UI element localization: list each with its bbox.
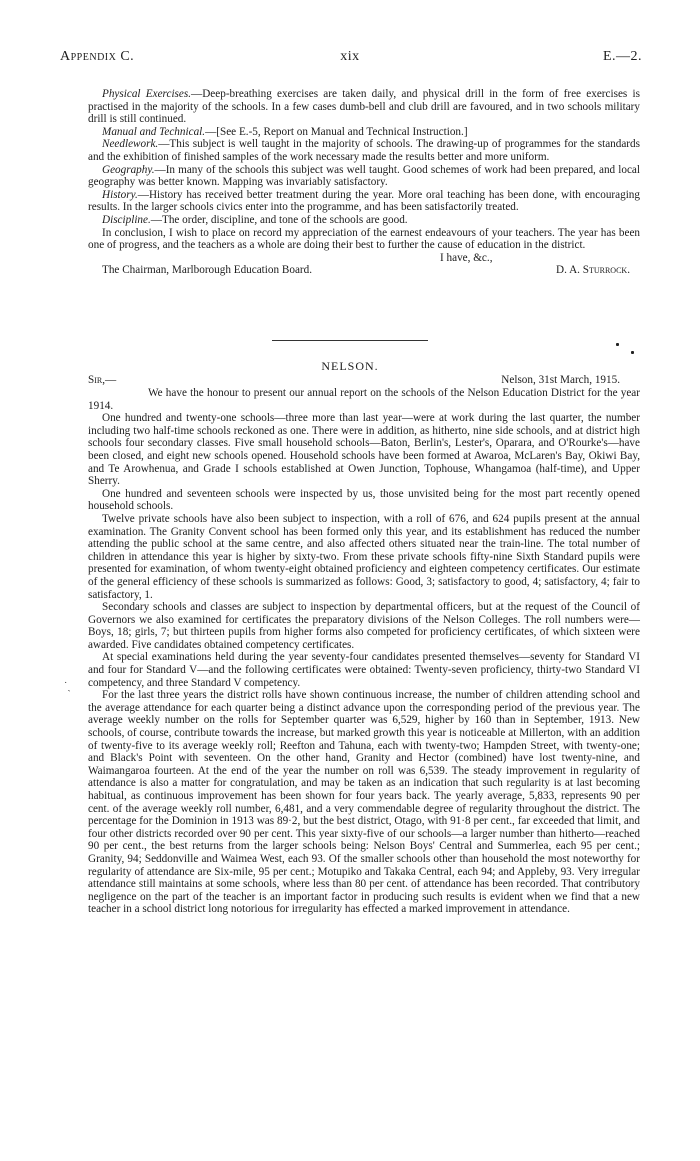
place-and-date: Nelson, 31st March, 1915. — [501, 374, 620, 386]
addressee: The Chairman, Marlborough Education Board. — [102, 264, 313, 277]
report-intro-paragraph: We have the honour to present our annual report on the schools of the Nelson Education District for the year 1914. — [88, 387, 640, 412]
geography-paragraph — [88, 164, 640, 189]
history-paragraph — [88, 189, 640, 214]
conclusion-paragraph — [88, 227, 640, 252]
needlework-text: —This subject is well taught in the majority of schools. The drawing-up of programmes for the standards and the exhibition of finished samples of the work necessary made the results better and more uniform. — [88, 138, 640, 163]
special-examinations-paragraph: At special examinations held during the year seventy-four candidates presented themselves—seventy for Standard VI and four for Standard V—and the following certificates were obtained: Twenty-seven proficiency, thirty-two Standard VI competency, and three Standard V competency. — [88, 651, 640, 689]
discipline-heading: Discipline. — [102, 213, 151, 226]
ink-mark — [631, 351, 634, 354]
closing-line — [88, 252, 640, 265]
history-text: —History has received better treatment during the year. More oral teaching has been done, with encouraging results. In the larger schools civics enter into the programme, and has been satisfactorily treated. — [88, 188, 640, 214]
header-appendix: Appendix C. — [60, 49, 135, 64]
closing-text: I have, &c., — [440, 251, 493, 264]
marlborough-report-section — [88, 88, 640, 277]
salutation: Sir,— — [88, 374, 117, 386]
nelson-report-body — [88, 387, 640, 916]
needlework-paragraph — [88, 138, 640, 163]
attendance-paragraph: For the last three years the district rolls have shown continuous increase, the number of children attending school and the average attendance for each quarter being a distinct advance upon the corresponding period of the previous year. The average weekly number on the rolls for September quarter was 6,529, higher by 160 than in September, 1913. New schools, of course, contribute towards the increase, but marked growth this year is noticeable at Millerton, with an addition of twenty-five to its average weekly roll; Reefton and Tahuna, each with twenty-two; Hampden Street, with twenty-one; and Black's Point with seventeen. On the other hand, Granity and Hector (combined) have lost twenty-nine, and Waimangaroa fourteen. At the end of the year the number on roll was 6,539. The steady improvement in regularity of attendance is also a matter for congratulation, and may be taken as an indication that such regularity is at last becoming habitual, as continuous improvement has been shown for four years back. The yearly average, 5,833, represents 90 per cent. of the average weekly roll number, 6,481, and a very commendable degree of regularity throughout the district. The percentage for the Dominion in 1913 was 89·2, but the best district, Otago, with 91·8 per cent., far exceeded that limit, and four other districts recorded over 90 per cent. This year sixty-five of our schools—a larger number than hitherto—reached 90 per cent., the best returns from the larger schools being: Nelson Boys' Central and Summerlea, each 95 per cent.; Granity, 94; Seddonville and Waimea West, each 93. Of the smaller schools other than household the most noteworthy for regularity of attendance are Six-mile, 95 per cent.; Motupiko and Takaka Central, each 94; and Appleby, 93. Very irregular attendance still maintains at some schools, where less than 80 per cent. of attendance has been recorded. That contributory negligence on the part of the teacher is an important factor in producing such results is evident when we find that a new teacher in a school district long notorious for irregularity has effected a marked improvement in attendance. — [88, 689, 640, 916]
manual-technical-paragraph — [88, 126, 640, 139]
margin-mark: ˙ˏ — [64, 681, 71, 692]
history-heading: History. — [102, 188, 138, 201]
signature-line — [88, 264, 640, 277]
conclusion-text: In conclusion, I wish to place on record my appreciation of the earnest endeavours of your teachers. The year has been one of progress, and the teachers as a whole are doing their best to further the cause of education in the district. — [88, 226, 640, 252]
physical-exercises-paragraph — [88, 88, 640, 126]
discipline-text: —The order, discipline, and tone of the schools are good. — [150, 213, 408, 226]
manual-technical-heading: Manual and Technical. — [102, 125, 206, 138]
discipline-paragraph — [88, 214, 640, 227]
header-page-number: xix — [340, 49, 360, 64]
inspection-paragraph: One hundred and seventeen schools were inspected by us, those unvisited being for the most part recently opened household schools. — [88, 487, 640, 513]
geography-heading: Geography. — [102, 163, 155, 176]
salutation-row — [88, 374, 640, 386]
ink-mark — [616, 343, 619, 346]
schools-count-paragraph: One hundred and twenty-one schools—three more than last year—were at work during the last quarter, the number including two half-time schools reckoned as one. There were in addition, as hitherto, nine side schools, and at district high schools four secondary classes. Five small household schools—Baton, Berlin's, Lester's, Oparara, and O'Rourke's—have been closed, and eight new schools opened. Household schools have been formed at Awaroa, McLaren's Bay, Okiwi Bay, and Te Arowhenua, and Grade I schools established at Owen Junction, Tophouse, Whangamoa (half-time), and Upper Sherry. — [88, 412, 640, 488]
secondary-schools-paragraph: Secondary schools and classes are subject to inspection by departmental officers, but at the request of the Council of Governors we also examined for certificates the preparatory divisions of the Nelson Colleges. The roll numbers were—Boys, 18; girls, 7; but thirteen pupils from higher forms also competed for proficiency certificates, of which sixteen were awarded. Five candidates obtained competency certificates. — [88, 601, 640, 651]
signatory: D. A. Sturrock. — [556, 264, 630, 277]
physical-exercises-heading: Physical Exercises. — [102, 88, 192, 100]
geography-text: —In many of the schools this subject was well taught. Good schemes of work had been prepared, and local geography was better known. Mapping was invariably satisfactory. — [88, 163, 640, 189]
physical-exercises-text: —Deep-breathing exercises are taken daily, and physical drill in the form of free exercises is practised in the majority of the schools. In a few cases dumb-bell and club drill are favoured, and in two schools military drill is still continued. — [88, 88, 640, 126]
header-document-code: E.—2. — [602, 49, 642, 64]
section-divider — [272, 340, 428, 341]
section-title: NELSON. — [321, 359, 379, 373]
manual-technical-text: —[See E.-5, Report on Manual and Technical Instruction.] — [205, 125, 468, 138]
needlework-heading: Needlework. — [102, 138, 159, 151]
private-schools-paragraph: Twelve private schools have also been subject to inspection, with a roll of 676, and 624 pupils present at the annual examination. The Granity Convent school has been formed only this year, and its establishment has reduced the number attending the public school at the same centre, and also affected others situated near the train-line. The total number of children in attendance this year is higher by sixty-two. From these private schools fifty-nine Sixth Standard pupils were presented for examination, of whom twenty-eight obtained proficiency and eighteen competency certificates. Our estimate of the general efficiency of these schools is summarized as follows: Good, 3; satisfactory to good, 4; satisfactory, 4; fair to satisfactory, 1. — [88, 512, 640, 601]
